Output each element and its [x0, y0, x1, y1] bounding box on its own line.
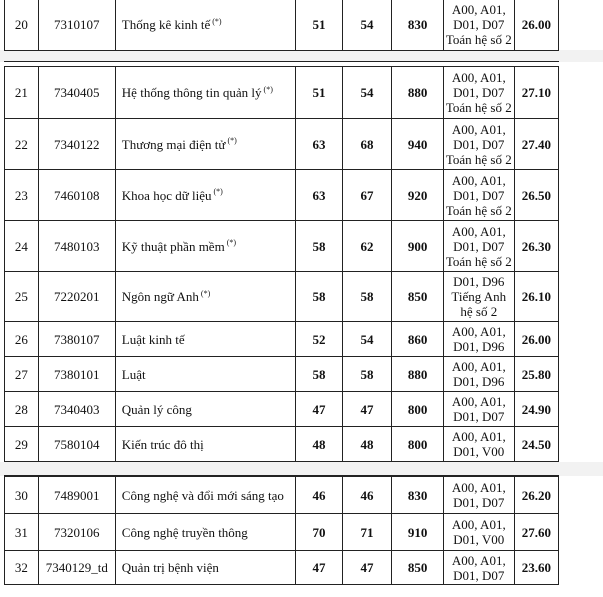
note-marker: (*)	[227, 136, 237, 146]
subject-combination	[443, 67, 514, 119]
threshold-1: 70	[296, 514, 342, 551]
row-number: 30	[5, 477, 39, 514]
row-number: 20	[5, 0, 39, 51]
cutoff-score: 27.60	[514, 514, 558, 551]
subject-combination-line: D01, D07	[453, 409, 505, 424]
threshold-1: 63	[296, 119, 342, 170]
table-fragment-3	[4, 476, 559, 585]
threshold-1: 47	[296, 392, 342, 427]
major-code: 7489001	[38, 477, 115, 514]
threshold-2: 46	[342, 477, 392, 514]
major-code: 7460108	[38, 170, 115, 221]
threshold-2: 54	[342, 322, 392, 357]
threshold-3: 910	[392, 514, 444, 551]
major-code: 7480103	[38, 221, 115, 272]
table-row	[5, 551, 559, 585]
major-name-cell	[115, 392, 295, 427]
threshold-2: 48	[342, 427, 392, 462]
major-name: Hệ thống thông tin quản lý	[121, 85, 262, 100]
subject-combination-line: A00, A01,	[451, 517, 506, 532]
subject-combination-line: A00, A01,	[451, 172, 506, 188]
threshold-2: 58	[342, 357, 392, 392]
threshold-1: 46	[296, 477, 342, 514]
threshold-1: 63	[296, 170, 342, 221]
major-code: 7220201	[38, 272, 115, 322]
subject-combination	[443, 477, 514, 514]
major-name: Kỹ thuật phần mềm	[121, 238, 225, 254]
subject-combination-line: D01, D07	[453, 567, 505, 583]
admissions-table-part-2	[4, 66, 559, 462]
major-name-cell	[115, 0, 295, 51]
threshold-3: 900	[392, 221, 444, 272]
threshold-1: 51	[296, 67, 342, 119]
major-name-cell	[115, 221, 295, 272]
threshold-2: 47	[342, 392, 392, 427]
major-name: Luật kinh tế	[121, 331, 185, 347]
cutoff-score: 23.60	[514, 551, 558, 585]
subject-combination-line: A00, A01,	[451, 394, 506, 409]
threshold-1: 52	[296, 322, 342, 357]
major-name-cell	[115, 119, 295, 170]
subject-combination-line: hệ số 2	[460, 304, 498, 319]
threshold-3: 800	[392, 392, 444, 427]
threshold-3: 800	[392, 427, 444, 462]
threshold-3: 830	[392, 0, 444, 51]
subject-combination-line: D01, D07	[453, 238, 505, 254]
note-marker: (*)	[226, 238, 237, 248]
threshold-3: 860	[392, 322, 444, 357]
subject-combination	[443, 272, 514, 322]
cutoff-score: 27.10	[514, 67, 558, 119]
threshold-1: 47	[296, 551, 342, 585]
row-number: 25	[5, 272, 39, 322]
subject-combination	[443, 221, 514, 272]
note-marker: (*)	[213, 187, 223, 197]
table-row	[5, 272, 559, 322]
table-row	[5, 67, 559, 119]
threshold-2: 54	[342, 67, 392, 119]
threshold-2: 67	[342, 170, 392, 221]
subject-combination	[443, 427, 514, 462]
major-code: 7310107	[38, 0, 115, 51]
major-name-cell	[115, 551, 295, 585]
note-marker: (*)	[200, 288, 211, 298]
threshold-2: 58	[342, 272, 392, 322]
row-number: 31	[5, 514, 39, 551]
major-name: Thống kê kinh tế	[121, 17, 211, 32]
table-row	[5, 170, 559, 221]
threshold-2: 62	[342, 221, 392, 272]
table-row	[5, 427, 559, 462]
cutoff-score: 26.50	[514, 170, 558, 221]
major-code: 7340122	[38, 119, 115, 170]
subject-combination-line: D01, D07	[453, 187, 505, 203]
row-number: 23	[5, 170, 39, 221]
threshold-3: 850	[392, 551, 444, 585]
major-code: 7580104	[38, 427, 115, 462]
subject-combination-line: D01, D96	[453, 374, 505, 389]
major-code: 7340403	[38, 392, 115, 427]
cutoff-score: 25.80	[514, 357, 558, 392]
major-name-cell	[115, 477, 295, 514]
threshold-1: 58	[296, 221, 342, 272]
major-code: 7340129_td	[38, 551, 115, 585]
major-name-cell	[115, 427, 295, 462]
table-row	[5, 357, 559, 392]
major-code: 7340405	[38, 67, 115, 119]
row-number: 29	[5, 427, 39, 462]
cutoff-score: 24.90	[514, 392, 558, 427]
row-number: 21	[5, 67, 39, 119]
threshold-3: 940	[392, 119, 444, 170]
table-row	[5, 514, 559, 551]
subject-combination-line: Toán hệ số 2	[445, 202, 512, 218]
cutoff-score: 27.40	[514, 119, 558, 170]
major-code: 7320106	[38, 514, 115, 551]
major-name: Ngôn ngữ Anh	[121, 289, 199, 304]
major-name: Thương mại điện tử	[121, 136, 226, 152]
subject-combination	[443, 119, 514, 170]
admissions-table-part-3	[4, 476, 559, 585]
subject-combination-line: A00, A01,	[451, 223, 506, 239]
cutoff-score: 26.10	[514, 272, 558, 322]
major-name: Luật	[121, 366, 146, 382]
table-row	[5, 221, 559, 272]
cutoff-score: 26.30	[514, 221, 558, 272]
row-number: 26	[5, 322, 39, 357]
subject-combination	[443, 551, 514, 585]
subject-combination-line: Toán hệ số 2	[445, 253, 512, 269]
note-marker: (*)	[263, 84, 273, 94]
subject-combination	[443, 514, 514, 551]
major-name-cell	[115, 322, 295, 357]
table-row	[5, 322, 559, 357]
gap-line-1	[4, 61, 559, 62]
table-fragment-1	[4, 0, 559, 51]
major-name-cell	[115, 514, 295, 551]
major-name-cell	[115, 67, 295, 119]
subject-combination-line: A00, A01,	[451, 2, 506, 17]
subject-combination-line: A00, A01,	[451, 359, 506, 374]
page-gap-2	[0, 462, 603, 476]
threshold-3: 880	[392, 357, 444, 392]
major-name: Quản lý công	[121, 401, 192, 417]
subject-combination-line: Tiếng Anh	[451, 289, 507, 304]
threshold-1: 58	[296, 357, 342, 392]
row-number: 28	[5, 392, 39, 427]
subject-combination-line: D01, D07	[453, 495, 505, 510]
threshold-3: 920	[392, 170, 444, 221]
subject-combination-line: A00, A01,	[451, 552, 506, 568]
cutoff-score: 26.20	[514, 477, 558, 514]
row-number: 22	[5, 119, 39, 170]
major-name-cell	[115, 272, 295, 322]
major-name: Khoa học dữ liệu	[121, 187, 212, 203]
subject-combination-line: A00, A01,	[451, 429, 506, 444]
major-name-cell	[115, 357, 295, 392]
subject-combination-line: A00, A01,	[451, 480, 506, 495]
subject-combination-line: Toán hệ số 2	[445, 151, 512, 167]
major-code: 7380101	[38, 357, 115, 392]
major-name: Công nghệ và đổi mới sáng tạo	[121, 487, 284, 503]
table-row	[5, 392, 559, 427]
admissions-table-part-1	[4, 0, 559, 51]
subject-combination	[443, 392, 514, 427]
row-number: 24	[5, 221, 39, 272]
row-number: 32	[5, 551, 39, 585]
subject-combination-line: D01, D07	[453, 17, 505, 32]
cutoff-score: 26.00	[514, 0, 558, 51]
table-fragment-2	[4, 66, 559, 462]
threshold-3: 850	[392, 272, 444, 322]
subject-combination-line: D01, V00	[453, 444, 505, 459]
cutoff-score: 26.00	[514, 322, 558, 357]
threshold-2: 71	[342, 514, 392, 551]
major-name: Kiến trúc đô thị	[121, 436, 204, 452]
subject-combination	[443, 322, 514, 357]
threshold-3: 880	[392, 67, 444, 119]
table-row	[5, 0, 559, 51]
threshold-2: 54	[342, 0, 392, 51]
subject-combination-line: D01, V00	[453, 532, 505, 547]
major-name: Quản trị bệnh viện	[121, 560, 219, 575]
threshold-1: 51	[296, 0, 342, 51]
subject-combination	[443, 0, 514, 51]
subject-combination-line: D01, D96	[453, 274, 505, 289]
cutoff-score: 24.50	[514, 427, 558, 462]
threshold-2: 47	[342, 551, 392, 585]
subject-combination-line: A00, A01,	[451, 121, 506, 137]
threshold-1: 58	[296, 272, 342, 322]
subject-combination-line: D01, D96	[453, 339, 505, 354]
subject-combination-line: D01, D07	[453, 136, 505, 152]
subject-combination-line: Toán hệ số 2	[445, 100, 512, 115]
major-name: Công nghệ truyền thông	[121, 524, 248, 540]
subject-combination	[443, 170, 514, 221]
row-number: 27	[5, 357, 39, 392]
major-name-cell	[115, 170, 295, 221]
subject-combination-line: D01, D07	[453, 85, 505, 100]
table-row	[5, 119, 559, 170]
subject-combination-line: A00, A01,	[451, 324, 506, 339]
major-code: 7380107	[38, 322, 115, 357]
note-marker: (*)	[212, 16, 222, 26]
table-row	[5, 477, 559, 514]
subject-combination	[443, 357, 514, 392]
subject-combination-line: A00, A01,	[451, 70, 506, 85]
threshold-1: 48	[296, 427, 342, 462]
threshold-3: 830	[392, 477, 444, 514]
threshold-2: 68	[342, 119, 392, 170]
subject-combination-line: Toán hệ số 2	[445, 32, 512, 47]
